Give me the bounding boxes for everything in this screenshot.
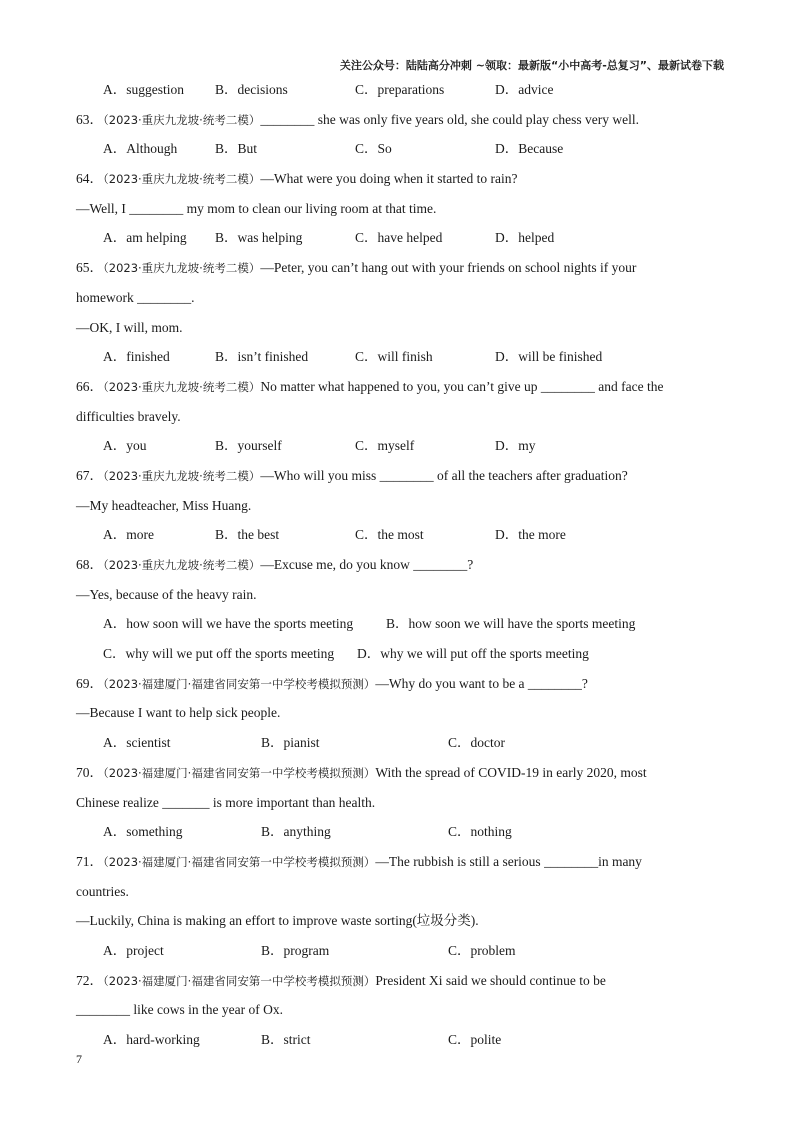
option-a[interactable]: A．project [103, 942, 164, 958]
question-64 [76, 164, 726, 194]
question-66-options [76, 431, 726, 461]
question-text-line: —My headteacher, Miss Huang. [76, 497, 252, 513]
question-text: —The rubbish is still a serious ________in many [375, 853, 642, 869]
question-68 [76, 550, 726, 580]
question-source: （2023·重庆九龙坡·统考二模） [103, 112, 261, 127]
question-71-options [76, 936, 726, 966]
question-source: （2023·重庆九龙坡·统考二模） [103, 468, 261, 483]
option-d[interactable]: D．advice [495, 82, 554, 97]
question-number: 70． [76, 764, 103, 780]
question-text: ________ she was only five years old, she could play chess very well. [260, 111, 639, 127]
question-69 [76, 669, 726, 699]
question-text-line: Chinese realize _______ is more important than health. [76, 794, 376, 810]
question-63 [76, 105, 726, 135]
question-72 [76, 966, 726, 996]
question-66 [76, 372, 726, 402]
question-text: —Excuse me, do you know ________? [260, 557, 474, 572]
option-d[interactable]: D．helped [495, 230, 555, 246]
option-c[interactable]: C．doctor [448, 735, 505, 751]
question-number: 63． [76, 111, 103, 127]
page-number: 7 [76, 1052, 82, 1066]
question-source: （2023·福建厦门·福建省同安第一中学校考模拟预测） [103, 765, 376, 780]
option-b[interactable]: B．strict [261, 1032, 311, 1047]
question-text: No matter what happened to you, you can’t give up ________ and face the [260, 378, 664, 394]
question-text-line: countries. [76, 883, 129, 899]
question-number: 67． [76, 467, 103, 483]
option-c[interactable]: C．why will we put off the sports meeting [103, 646, 335, 662]
option-c[interactable]: C．the most [355, 527, 424, 543]
option-b[interactable]: B．the best [215, 527, 280, 543]
option-d[interactable]: D．the more [495, 527, 566, 543]
option-a[interactable]: A．how soon will we have the sports meeting [103, 616, 354, 632]
question-68-options-ab [76, 609, 726, 639]
question-text: —Peter, you can’t hang out with your friends on school nights if your [260, 260, 637, 276]
question-number: 68． [76, 557, 103, 572]
option-b[interactable]: B．decisions [215, 82, 288, 97]
option-c[interactable]: C．will finish [355, 349, 433, 365]
option-a[interactable]: A．finished [103, 349, 170, 365]
option-b[interactable]: B．anything [261, 824, 331, 840]
option-b[interactable]: B．pianist [261, 735, 320, 751]
question-source: （2023·福建厦门·福建省同安第一中学校考模拟预测） [103, 854, 376, 869]
option-a[interactable]: A．hard-working [103, 1032, 200, 1047]
question-number: 66． [76, 378, 103, 394]
question-number: 71． [76, 853, 103, 869]
question-text: With the spread of COVID-19 in early 2020, most [375, 764, 647, 780]
option-a[interactable]: A．Although [103, 141, 178, 157]
question-text: —Who will you miss ________ of all the teachers after graduation? [260, 467, 628, 483]
option-b[interactable]: B．isn’t finished [215, 349, 309, 365]
question-text: —Why do you want to be a ________? [375, 675, 588, 691]
question-63-options [76, 134, 726, 164]
option-b[interactable]: B．was helping [215, 230, 303, 246]
option-c[interactable]: C．nothing [448, 824, 512, 840]
question-70-options [76, 817, 726, 847]
question-67-options [76, 520, 726, 550]
question-71 [76, 847, 726, 877]
question-70 [76, 758, 726, 788]
question-source: （2023·重庆九龙坡·统考二模） [103, 172, 261, 187]
question-text-line: —Yes, because of the heavy rain. [76, 586, 257, 602]
question-text: —What were you doing when it started to rain? [260, 171, 518, 187]
question-text-line: —Well, I ________ my mom to clean our living room at that time. [76, 200, 437, 216]
page-header: 关注公众号：陆陆高分冲刺 ~领取：最新版“小中高考-总复习”、最新试卷下载 [339, 59, 724, 72]
question-text: President Xi said we should continue to be [375, 972, 606, 988]
option-a[interactable]: A．am helping [103, 230, 187, 246]
option-c[interactable]: C．So [355, 141, 392, 157]
option-a[interactable]: A．more [103, 527, 154, 543]
prev-question-options [76, 75, 726, 105]
question-number: 69． [76, 675, 103, 691]
question-number: 65． [76, 260, 103, 276]
question-source: （2023·重庆九龙坡·统考二模） [103, 379, 261, 394]
question-72-options [76, 1025, 726, 1055]
question-65-options [76, 342, 726, 372]
option-b[interactable]: B．program [261, 942, 330, 958]
question-68-options-cd [76, 639, 726, 669]
question-text-line: ________ like cows in the year of Ox. [76, 1002, 283, 1018]
question-source: （2023·重庆九龙坡·统考二模） [103, 261, 261, 276]
option-a[interactable]: A．suggestion [103, 82, 184, 97]
question-65 [76, 253, 726, 283]
question-67 [76, 461, 726, 491]
question-list [76, 75, 726, 1055]
question-source: （2023·福建厦门·福建省同安第一中学校考模拟预测） [103, 676, 376, 691]
question-source: （2023·福建厦门·福建省同安第一中学校考模拟预测） [103, 973, 376, 988]
option-d[interactable]: D．will be finished [495, 349, 603, 365]
option-c[interactable]: C．problem [448, 942, 516, 958]
option-b[interactable]: B．But [215, 141, 258, 157]
option-c[interactable]: C．myself [355, 438, 415, 454]
question-64-options [76, 223, 726, 253]
question-number: 64． [76, 171, 103, 187]
option-d[interactable]: D．why we will put off the sports meeting [357, 646, 589, 662]
option-a[interactable]: A．you [103, 438, 147, 454]
question-text-line: —Luckily, China is making an effort to improve waste sorting(垃圾分类). [76, 913, 479, 929]
option-d[interactable]: D．Because [495, 141, 564, 157]
option-b[interactable]: B．how soon we will have the sports meeting [386, 616, 636, 632]
question-source: （2023·重庆九龙坡·统考二模） [103, 558, 261, 572]
option-a[interactable]: A．scientist [103, 735, 171, 751]
option-c[interactable]: C．have helped [355, 230, 443, 246]
question-number: 72． [76, 972, 103, 988]
option-c[interactable]: C．polite [448, 1032, 502, 1047]
question-text-line: —OK, I will, mom. [76, 319, 183, 335]
option-b[interactable]: B．yourself [215, 438, 282, 454]
question-text-line: difficulties bravely. [76, 408, 181, 424]
option-a[interactable]: A．something [103, 824, 183, 840]
option-d[interactable]: D．my [495, 438, 536, 454]
option-c[interactable]: C．preparations [355, 82, 445, 97]
question-69-options [76, 728, 726, 758]
question-text-line: homework ________. [76, 289, 195, 305]
question-text-line: —Because I want to help sick people. [76, 705, 281, 721]
